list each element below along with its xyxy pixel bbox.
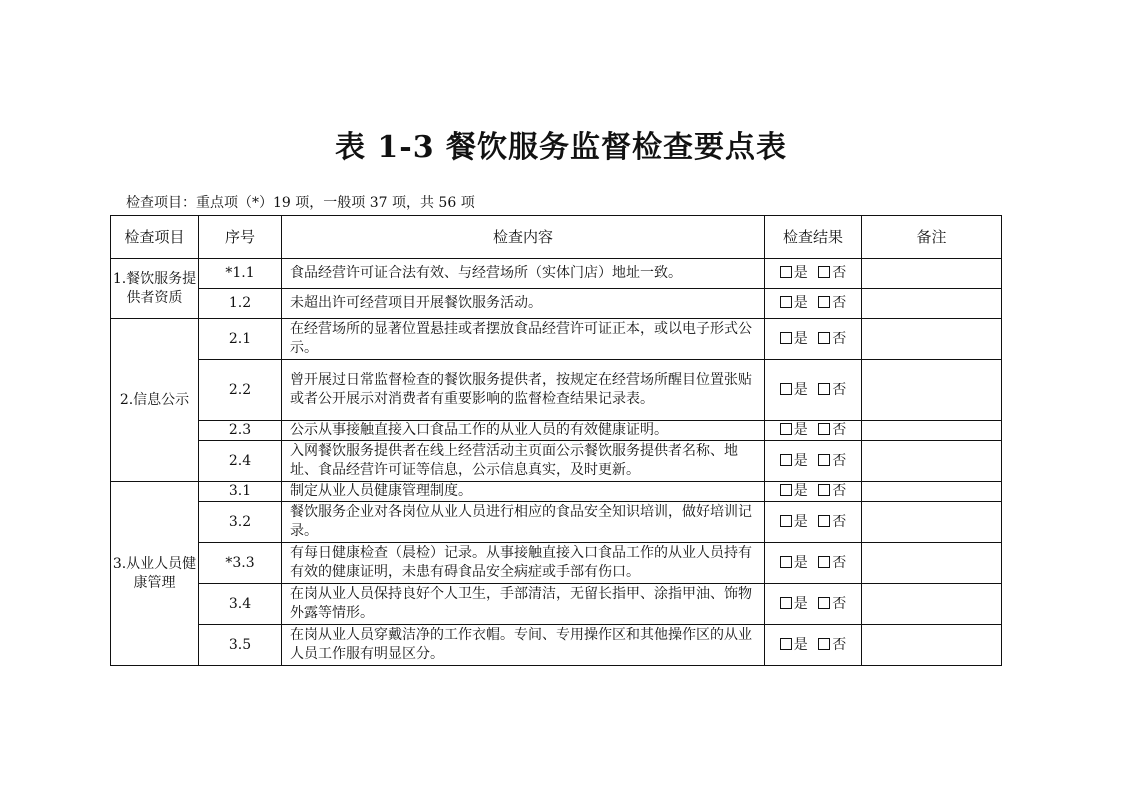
content-cell: 有每日健康检查（晨检）记录。从事接触直接入口食品工作的从业人员持有有效的健康证明，未患有碍食品安全病症或手部有伤口。 (282, 543, 765, 584)
yes-checkbox[interactable]: 是 (780, 265, 808, 281)
note-cell[interactable] (862, 543, 1002, 584)
page-title: 表 1-3 餐饮服务监督检查要点表 (334, 130, 788, 165)
table-row (111, 625, 1002, 666)
no-checkbox[interactable]: 否 (818, 331, 846, 347)
seq-cell: 2.2 (199, 360, 282, 421)
seq-cell: 2.4 (199, 441, 282, 482)
header-result: 检查结果 (765, 216, 862, 259)
note-cell[interactable] (862, 625, 1002, 666)
note-cell[interactable] (862, 289, 1002, 319)
checkbox-icon (780, 484, 792, 496)
checkbox-icon (780, 638, 792, 650)
checkbox-icon (818, 332, 830, 344)
content-cell: 曾开展过日常监督检查的餐饮服务提供者，按规定在经营场所醒目位置张贴或者公开展示对消费者有重要影响的监督检查结果记录表。 (282, 360, 765, 421)
category-cell: 1.餐饮服务提供者资质 (111, 259, 199, 319)
yes-checkbox[interactable]: 是 (780, 637, 808, 653)
category-cell: 3.从业人员健康管理 (111, 482, 199, 666)
checkbox-icon (780, 332, 792, 344)
result-cell (765, 421, 862, 441)
note-cell[interactable] (862, 319, 1002, 360)
no-checkbox[interactable]: 否 (818, 453, 846, 469)
header-content: 检查内容 (282, 216, 765, 259)
seq-cell: 2.1 (199, 319, 282, 360)
seq-cell: *1.1 (199, 259, 282, 289)
checkbox-icon (780, 515, 792, 527)
table-row (111, 319, 1002, 360)
header-seq: 序号 (199, 216, 282, 259)
no-checkbox[interactable]: 否 (818, 295, 846, 311)
inspection-table (110, 215, 1002, 666)
no-checkbox[interactable]: 否 (818, 422, 846, 438)
checkbox-icon (818, 484, 830, 496)
no-checkbox[interactable]: 否 (818, 265, 846, 281)
seq-cell: 3.2 (199, 502, 282, 543)
no-checkbox[interactable]: 否 (818, 555, 846, 571)
yes-checkbox[interactable]: 是 (780, 422, 808, 438)
content-cell: 食品经营许可证合法有效、与经营场所（实体门店）地址一致。 (282, 259, 765, 289)
checkbox-icon (780, 597, 792, 609)
yes-checkbox[interactable]: 是 (780, 483, 808, 499)
table-row (111, 584, 1002, 625)
no-checkbox[interactable]: 否 (818, 483, 846, 499)
category-cell: 2.信息公示 (111, 319, 199, 482)
table-row (111, 543, 1002, 584)
seq-cell: 2.3 (199, 421, 282, 441)
seq-cell: 1.2 (199, 289, 282, 319)
no-checkbox[interactable]: 否 (818, 637, 846, 653)
content-cell: 未超出许可经营项目开展餐饮服务活动。 (282, 289, 765, 319)
no-checkbox[interactable]: 否 (818, 596, 846, 612)
checkbox-icon (818, 383, 830, 395)
result-cell (765, 259, 862, 289)
note-cell[interactable] (862, 421, 1002, 441)
inspection-summary: 检查项目：重点项（*）19 项，一般项 37 项，共 56 项 (126, 195, 475, 211)
checkbox-icon (818, 296, 830, 308)
note-cell[interactable] (862, 259, 1002, 289)
table-header-row (111, 216, 1002, 259)
result-cell (765, 289, 862, 319)
yes-checkbox[interactable]: 是 (780, 555, 808, 571)
table-row (111, 421, 1002, 441)
yes-checkbox[interactable]: 是 (780, 295, 808, 311)
table-row (111, 259, 1002, 289)
seq-cell: 3.5 (199, 625, 282, 666)
content-cell: 公示从事接触直接入口食品工作的从业人员的有效健康证明。 (282, 421, 765, 441)
checkbox-icon (780, 556, 792, 568)
checkbox-icon (818, 266, 830, 278)
seq-cell: *3.3 (199, 543, 282, 584)
no-checkbox[interactable]: 否 (818, 514, 846, 530)
checkbox-icon (818, 515, 830, 527)
result-cell (765, 502, 862, 543)
note-cell[interactable] (862, 360, 1002, 421)
table-row (111, 441, 1002, 482)
no-checkbox[interactable]: 否 (818, 382, 846, 398)
table-row (111, 289, 1002, 319)
yes-checkbox[interactable]: 是 (780, 514, 808, 530)
checkbox-icon (780, 266, 792, 278)
yes-checkbox[interactable]: 是 (780, 453, 808, 469)
result-cell (765, 584, 862, 625)
checkbox-icon (780, 296, 792, 308)
checkbox-icon (818, 423, 830, 435)
yes-checkbox[interactable]: 是 (780, 382, 808, 398)
result-cell (765, 482, 862, 502)
content-cell: 在经营场所的显著位置悬挂或者摆放食品经营许可证正本，或以电子形式公示。 (282, 319, 765, 360)
yes-checkbox[interactable]: 是 (780, 331, 808, 347)
result-cell (765, 360, 862, 421)
header-category: 检查项目 (111, 216, 199, 259)
note-cell[interactable] (862, 502, 1002, 543)
checkbox-icon (780, 454, 792, 466)
result-cell (765, 319, 862, 360)
table-row (111, 502, 1002, 543)
content-cell: 入网餐饮服务提供者在线上经营活动主页面公示餐饮服务提供者名称、地址、食品经营许可证等信息，公示信息真实，及时更新。 (282, 441, 765, 482)
result-cell (765, 441, 862, 482)
checkbox-icon (818, 454, 830, 466)
result-cell (765, 543, 862, 584)
header-note: 备注 (862, 216, 1002, 259)
checkbox-icon (780, 383, 792, 395)
table-row (111, 482, 1002, 502)
table-row (111, 360, 1002, 421)
note-cell[interactable] (862, 584, 1002, 625)
note-cell[interactable] (862, 441, 1002, 482)
result-cell (765, 625, 862, 666)
seq-cell: 3.4 (199, 584, 282, 625)
checkbox-icon (818, 597, 830, 609)
content-cell: 在岗从业人员穿戴洁净的工作衣帽。专间、专用操作区和其他操作区的从业人员工作服有明显区分。 (282, 625, 765, 666)
content-cell: 制定从业人员健康管理制度。 (282, 482, 765, 502)
checkbox-icon (780, 423, 792, 435)
yes-checkbox[interactable]: 是 (780, 596, 808, 612)
checkbox-icon (818, 556, 830, 568)
checkbox-icon (818, 638, 830, 650)
seq-cell: 3.1 (199, 482, 282, 502)
note-cell[interactable] (862, 482, 1002, 502)
content-cell: 餐饮服务企业对各岗位从业人员进行相应的食品安全知识培训，做好培训记录。 (282, 502, 765, 543)
content-cell: 在岗从业人员保持良好个人卫生，手部清洁，无留长指甲、涂指甲油、饰物外露等情形。 (282, 584, 765, 625)
